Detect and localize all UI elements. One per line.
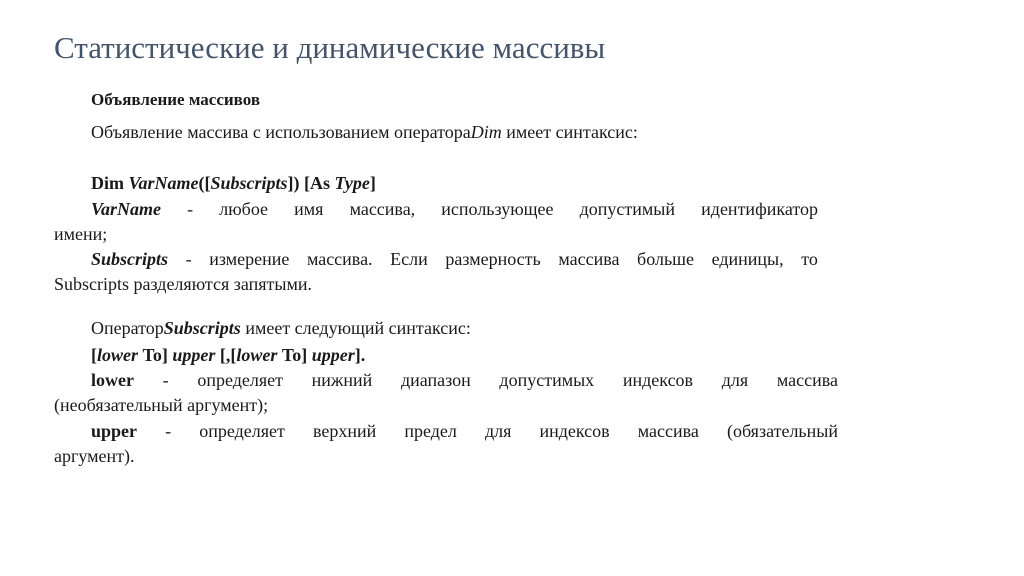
syntax-s-open: [ (91, 345, 97, 365)
upper-word: - (165, 421, 172, 441)
lower-word: массива (776, 370, 838, 390)
syntax-type: Type (334, 173, 370, 193)
operator-line (91, 317, 471, 339)
intro-text-before: Объявление массива с использованием оператора (91, 122, 471, 142)
slide-title: Статистические и динамические массивы (54, 30, 606, 65)
lower-word: допустимых (499, 370, 595, 390)
syntax-end: ] (369, 173, 376, 193)
syntax-dim-keyword: Dim (91, 173, 124, 193)
subscripts-word: единицы, (711, 249, 784, 269)
varname-word: массива, (349, 199, 416, 219)
subscripts-word: массива. (306, 249, 373, 269)
syntax-subscripts: Subscripts (210, 173, 288, 193)
upper-term: upper (91, 421, 138, 441)
upper-word: предел (404, 421, 457, 441)
lower-word: индексов (622, 370, 694, 390)
intro-keyword: Dim (470, 122, 502, 142)
lower-word: определяет (197, 370, 283, 390)
subscripts-word: - (185, 249, 192, 269)
subscripts-word: Если (390, 249, 428, 269)
syntax-lower: lower (236, 345, 278, 365)
syntax-varname: VarName (128, 173, 199, 193)
upper-continuation: аргумент). (54, 446, 135, 466)
syntax-lower: lower (97, 345, 139, 365)
subscripts-word: массива (558, 249, 620, 269)
syntax-to: To] (142, 345, 168, 365)
lower-desc-line (91, 369, 838, 391)
syntax-upper: upper (172, 345, 216, 365)
upper-word: индексов (539, 421, 610, 441)
lower-continuation: (необязательный аргумент); (54, 395, 269, 415)
syntax-close: ]) [As (287, 173, 331, 193)
upper-word: для (484, 421, 512, 441)
varname-word: использующее (441, 199, 554, 219)
varname-word: - (187, 199, 194, 219)
operator-text-after: имеет следующий синтаксис: (245, 318, 471, 338)
syntax-s-end: ]. (354, 345, 366, 365)
lower-word: - (162, 370, 169, 390)
subscripts-continuation: Subscripts разделяются запятыми. (54, 274, 313, 294)
varname-word: имя (294, 199, 324, 219)
varname-desc-line (91, 198, 818, 220)
lower-term: lower (91, 370, 134, 390)
lower-word: диапазон (400, 370, 471, 390)
syntax-open: ([ (198, 173, 211, 193)
operator-text-before: Оператор (91, 318, 164, 338)
upper-word: массива (637, 421, 699, 441)
lower-word: для (721, 370, 749, 390)
syntax-dim-line (91, 172, 376, 194)
intro-text-after: имеет синтаксис: (506, 122, 638, 142)
subscripts-term: Subscripts (91, 249, 169, 269)
varname-term: VarName (91, 199, 162, 219)
syntax-s-mid: [,[ (219, 345, 237, 365)
upper-word: верхний (312, 421, 377, 441)
subscripts-word: измерение (209, 249, 290, 269)
operator-term: Subscripts (163, 318, 241, 338)
syntax-upper: upper (311, 345, 355, 365)
syntax-subscripts-line (91, 344, 365, 366)
varname-word: любое (219, 199, 269, 219)
intro-line (91, 121, 638, 143)
upper-word: (обязательный (726, 421, 838, 441)
subscripts-word: то (801, 249, 818, 269)
varname-word: допустимый (579, 199, 676, 219)
subscripts-desc-line (91, 248, 818, 270)
upper-word: определяет (199, 421, 285, 441)
syntax-to: To] (281, 345, 308, 365)
section-heading: Объявление массивов (91, 90, 261, 109)
subscripts-word: размерность (445, 249, 541, 269)
subscripts-word: больше (637, 249, 695, 269)
varname-word: идентификатор (701, 199, 818, 219)
varname-continuation: имени; (54, 224, 108, 244)
upper-desc-line (91, 420, 838, 442)
lower-word: нижний (311, 370, 373, 390)
